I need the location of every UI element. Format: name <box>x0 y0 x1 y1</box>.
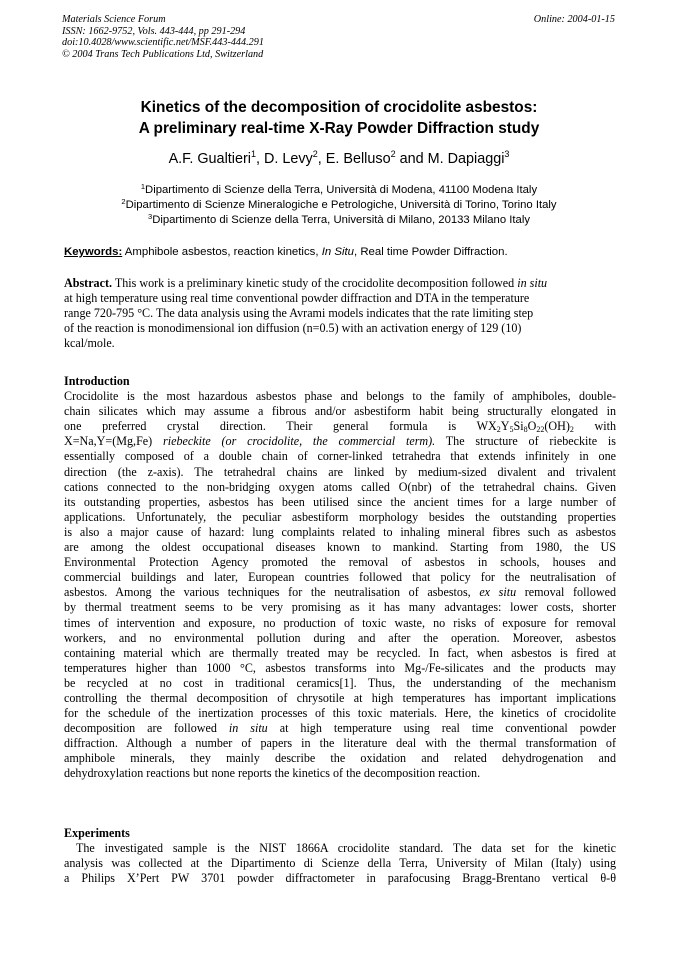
author-separator: , <box>317 151 326 167</box>
introduction-heading: Introduction <box>64 374 130 388</box>
author-affil-mark: 3 <box>504 149 510 159</box>
formula-part: WX <box>476 419 497 434</box>
abstract-italic: in situ <box>517 276 548 290</box>
formula-sub: 22 <box>536 425 545 435</box>
paragraph-line <box>64 419 616 434</box>
abstract-text: This work is a preliminary kinetic study of the crocidolite decomposition followed <box>112 276 518 290</box>
paragraph-line: direction (the z-axis). The tetrahedral chains are linked by medium-sized divalent and trivalent <box>64 464 616 479</box>
keywords-label: Keywords: <box>64 246 123 258</box>
formula-sub: 5 <box>509 425 514 435</box>
author-name: M. Dapiaggi <box>427 151 505 167</box>
affiliation-text: Dipartimento di Scienze Mineralogiche e Petrologiche, Università di Torino, Torino Italy <box>125 199 557 211</box>
paragraph-line: a Philips X’Pert PW 3701 powder diffractometer in parafocusing Bragg-Brentano vertical θ-θ <box>64 871 616 886</box>
paragraph-line: Crocidolite is the most hazardous asbestos phase and belongs to the family of amphiboles, double- <box>64 389 616 404</box>
paragraph-line: cations connected to the non-bridging oxygen atoms called O(nbr) of the tetrahedral chains. Given <box>64 479 616 494</box>
introduction-section <box>64 374 616 782</box>
formula-part: O <box>527 419 537 434</box>
affiliation-mark: 2 <box>121 197 126 206</box>
journal-doi: doi:10.4028/www.scientific.net/MSF.443-444.291 <box>62 37 264 48</box>
author-affil-mark: 1 <box>250 149 256 159</box>
paragraph-line: diffraction. Although a number of papers in the literature deal with the thermal transformation of <box>64 736 616 751</box>
author-affil-mark: 2 <box>390 149 396 159</box>
abstract-label: Abstract. <box>64 276 113 290</box>
paragraph-line: The investigated sample is the NIST 1866A crocidolite standard. The data set for the kinetic <box>76 841 616 856</box>
paragraph-line: applications. Unfortunately, the peculiar asbestiform morphology besides the outstanding properties <box>64 509 616 524</box>
paragraph-line: workers, and no environmental pollution during and after the operation. Moreover, asbestos <box>64 630 616 645</box>
affiliation <box>0 213 678 228</box>
paragraph-italic: ex situ <box>479 585 517 600</box>
paragraph-line: by thermal treatment seems to be very promising as it has many advantages: lower costs, shorter <box>64 600 616 615</box>
author-name: D. Levy <box>263 151 313 167</box>
author-name: E. Belluso <box>325 151 391 167</box>
affiliation <box>0 183 678 198</box>
paragraph-italic: riebeckite (or crocidolite, the commercial term). <box>163 434 436 449</box>
formula-sub: 8 <box>523 425 528 435</box>
paragraph-text: removal followed <box>516 585 616 600</box>
journal-name: Materials Science Forum <box>62 14 166 25</box>
affiliation <box>0 198 678 213</box>
journal-header <box>62 14 264 60</box>
keywords-italic: In Situ <box>321 246 354 258</box>
affiliations <box>0 183 678 228</box>
abstract-line: at high temperature using real time conventional powder diffraction and DTA in the temperature <box>64 291 530 306</box>
paragraph-line: amphibole minerals, they mainly describe the oxidation and related dehydrogenation and <box>64 751 616 766</box>
paragraph-line: times of intervention and exposure, no production of toxic waste, no risks of exposure for removal <box>64 615 616 630</box>
formula-part: (OH) <box>544 419 570 434</box>
paragraph-text: one preferred crystal direction. Their general formula is <box>64 419 457 434</box>
paragraph-line: containing material which are thermally treated may be recycled. In fact, when asbestos is fired at <box>64 645 616 660</box>
keywords-text: , Real time Powder Diffraction. <box>353 246 508 258</box>
paragraph-line: controlling the thermal decomposition of chrysotile at high temperatures has important implications <box>64 690 616 705</box>
paragraph-text: X=Na,Y=(Mg,Fe) <box>64 434 164 449</box>
paragraph-text: The structure of riebeckite is <box>435 434 616 449</box>
formula-sub: 2 <box>569 425 574 435</box>
online-date: Online: 2004-01-15 <box>533 14 615 25</box>
formula-sub: 2 <box>496 425 501 435</box>
paragraph-line: essentially composed of a double chain of corner-linked tetrahedra that extends infinitely in one <box>64 449 616 464</box>
author-name: A.F. Gualtieri <box>168 151 251 167</box>
paragraph-italic: in situ <box>228 721 268 736</box>
paragraph-line: be recycled at no cost in traditional ceramics[1]. Thus, the understanding of the mechanism <box>64 675 616 690</box>
affiliation-text: Dipartimento di Scienze della Terra, Università di Milano, 20133 Milano Italy <box>152 214 530 226</box>
paragraph-line: is also a major cause of hazard: lung complaints related to inhaling mineral fibres such as asbestos <box>64 524 616 539</box>
paragraph-line: commercial buildings and later, European countries followed that policy for the neutralisation of <box>64 570 616 585</box>
paragraph-line <box>64 585 616 600</box>
formula-part: Y <box>500 419 510 434</box>
formula-part: Si <box>513 419 524 434</box>
journal-issn: ISSN: 1662-9752, Vols. 443-444, pp 291-294 <box>62 25 246 37</box>
paragraph-line: dehydroxylation reactions but none reports the kinetics of the decomposition reaction. <box>64 766 481 781</box>
affiliation-mark: 1 <box>140 182 146 191</box>
title-line-1: Kinetics of the decomposition of crocidolite asbestos: <box>140 99 538 116</box>
chemical-formula <box>477 419 574 433</box>
paragraph-line: analysis was collected at the Dipartimento di Scienze della Terra, University of Milan (Italy) using <box>64 856 616 871</box>
keywords-text: Amphibole asbestos, reaction kinetics, <box>122 246 322 258</box>
paragraph-text: with <box>594 419 616 434</box>
affiliation-text: Dipartimento di Scienze della Terra, Università di Modena, 41100 Modena Italy <box>145 184 538 196</box>
abstract-line: range 720-795 °C. The data analysis using the Avrami models indicates that the rate limiting step <box>64 306 534 321</box>
abstract <box>64 276 616 351</box>
author-separator: and <box>395 151 428 167</box>
paragraph-text: at high temperature using real time conventional powder <box>267 721 616 736</box>
abstract-line <box>64 276 616 291</box>
paper-title <box>0 97 678 139</box>
paragraph-text: asbestos. Among the various techniques for the neutralisation of asbestos, <box>64 585 480 600</box>
paragraph-line: for the schedule of the inertization processes of this toxic materials. Here, the kinetics of crocidolite <box>64 706 616 721</box>
author-separator: , <box>255 151 264 167</box>
paragraph-text: decomposition are followed <box>64 721 229 736</box>
affiliation-mark: 3 <box>148 212 153 221</box>
paragraph-line <box>64 434 616 449</box>
author-affil-mark: 2 <box>312 149 318 159</box>
paragraph-line: are among the oldest occupational diseases known to mankind. Starting from 1980, the US <box>64 540 616 555</box>
paragraph-line: temperatures higher than 1000 °C, asbestos transforms into Mg-/Fe-silicates and the products may <box>64 660 616 675</box>
author-list <box>0 150 678 168</box>
title-line-2: A preliminary real-time X-Ray Powder Diffraction study <box>138 120 540 137</box>
journal-copyright: © 2004 Trans Tech Publications Ltd, Switzerland <box>62 48 264 60</box>
paragraph-line: its outstanding properties, asbestos has been utilised since the ancient times for a large number of <box>64 494 616 509</box>
paragraph-line <box>64 721 616 736</box>
abstract-line: of the reaction is monodimensional ion diffusion (n=0.5) with an activation energy of 129 (10) <box>64 321 522 336</box>
experiments-heading: Experiments <box>64 826 130 840</box>
paragraph-line: Environmental Protection Agency promoted the removal of asbestos in schools, houses and <box>64 555 616 570</box>
abstract-line: kcal/mole. <box>64 336 115 351</box>
experiments-section <box>64 826 616 886</box>
keywords <box>64 244 508 260</box>
paragraph-line: chain silicates which may assume a fibrous and/or asbestiform habit being structurally elongated in <box>64 404 616 419</box>
